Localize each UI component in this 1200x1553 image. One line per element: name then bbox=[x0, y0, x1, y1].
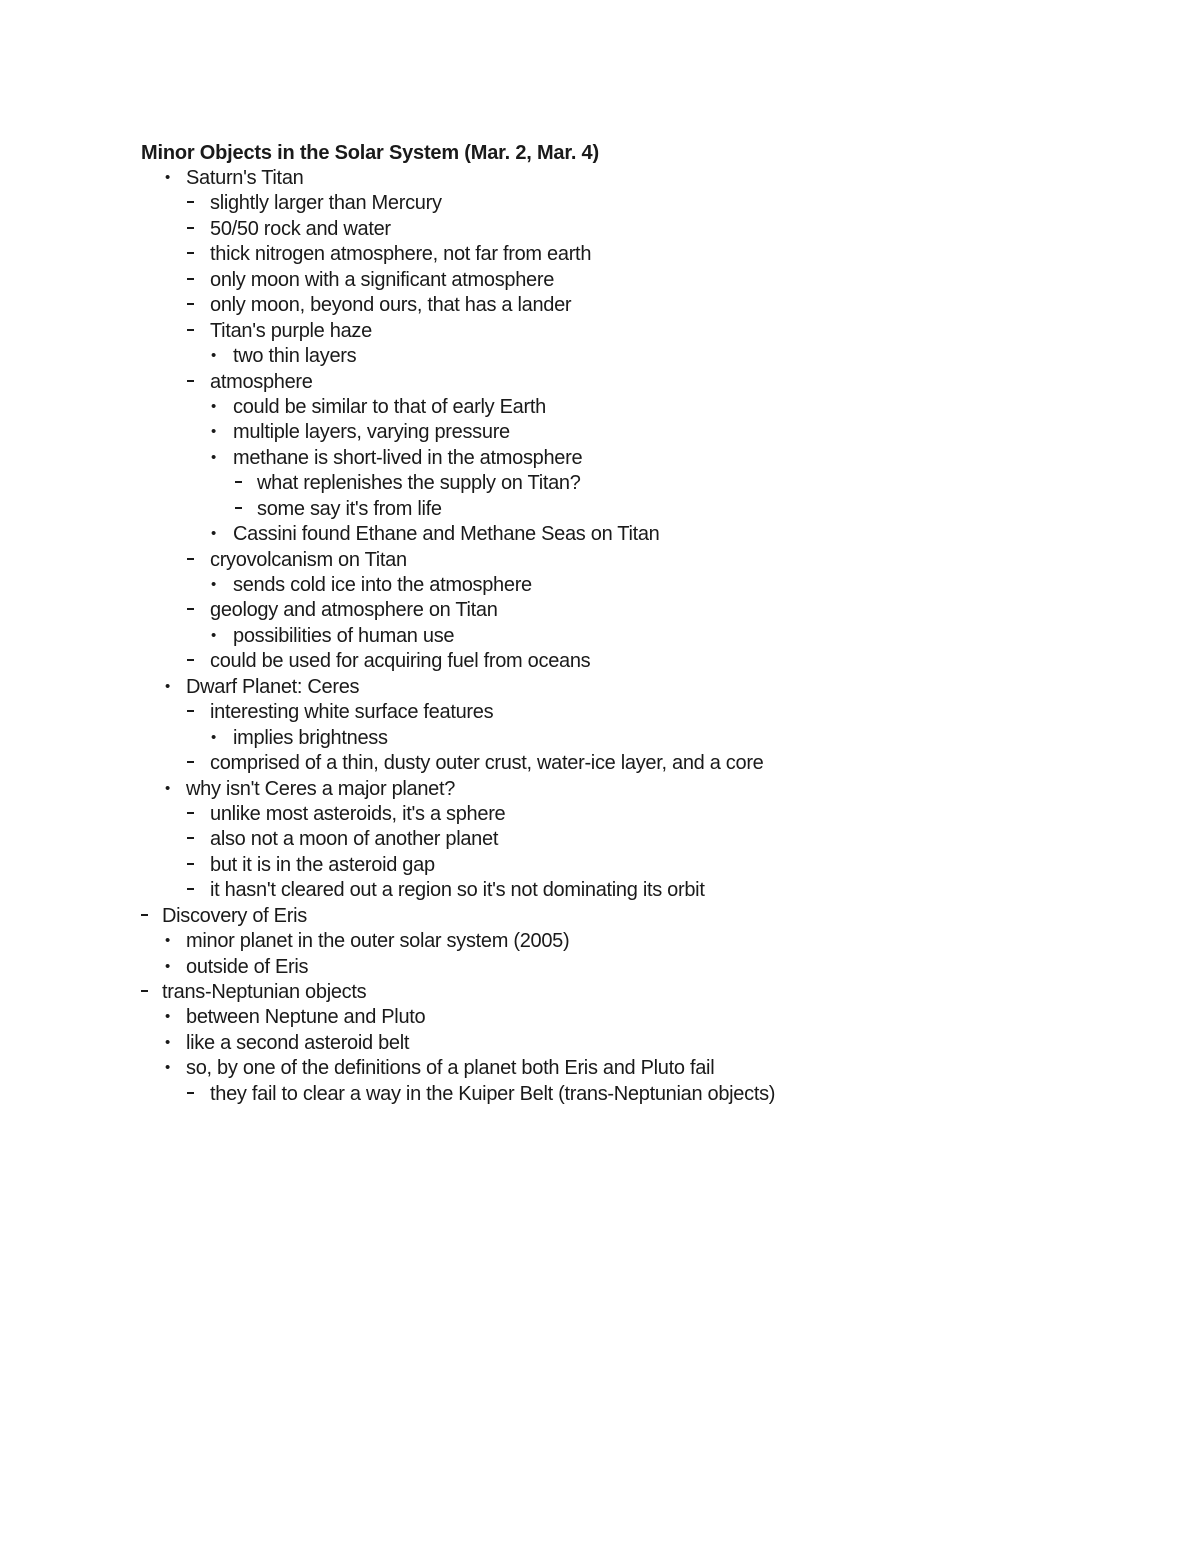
bullet-dash-icon bbox=[187, 802, 207, 827]
list-item-text: why isn't Ceres a major planet? bbox=[186, 777, 456, 800]
list-item bbox=[0, 1056, 1200, 1081]
list-item-text: minor planet in the outer solar system (2005) bbox=[186, 930, 570, 953]
bullet-dot-icon bbox=[165, 777, 185, 803]
bullet-dash-icon bbox=[235, 497, 255, 522]
list-item-text: but it is in the asteroid gap bbox=[210, 853, 435, 876]
list-item bbox=[0, 827, 1200, 852]
list-item-text: like a second asteroid belt bbox=[186, 1031, 410, 1054]
bullet-dot-icon bbox=[165, 1031, 185, 1057]
list-item-text: 50/50 rock and water bbox=[210, 217, 391, 240]
list-item-text: Cassini found Ethane and Methane Seas on Titan bbox=[233, 523, 660, 546]
list-item-text: comprised of a thin, dusty outer crust, water-ice layer, and a core bbox=[210, 752, 764, 775]
list-item bbox=[0, 471, 1200, 496]
list-item-text: two thin layers bbox=[233, 345, 357, 368]
bullet-dash-icon bbox=[141, 904, 161, 929]
list-item bbox=[0, 1005, 1200, 1030]
list-item bbox=[0, 853, 1200, 878]
list-item bbox=[0, 166, 1200, 191]
list-item bbox=[0, 395, 1200, 420]
list-item bbox=[0, 268, 1200, 293]
list-item bbox=[0, 420, 1200, 445]
list-item-text: could be similar to that of early Earth bbox=[233, 395, 546, 418]
list-item-text: unlike most asteroids, it's a sphere bbox=[210, 802, 506, 825]
bullet-dot-icon bbox=[211, 624, 231, 650]
list-item-text: it hasn't cleared out a region so it's not dominating its orbit bbox=[210, 879, 705, 902]
bullet-dot-icon bbox=[165, 1005, 185, 1031]
list-item-text: some say it's from life bbox=[257, 497, 442, 520]
bullet-dot-icon bbox=[211, 446, 231, 472]
list-item bbox=[0, 522, 1200, 547]
list-item-text: thick nitrogen atmosphere, not far from earth bbox=[210, 243, 592, 266]
list-item bbox=[0, 751, 1200, 776]
list-item-text: Discovery of Eris bbox=[162, 904, 307, 927]
bullet-dash-icon bbox=[187, 700, 207, 725]
bullet-dot-icon bbox=[165, 675, 185, 701]
list-item-text: slightly larger than Mercury bbox=[210, 192, 442, 215]
list-item bbox=[0, 573, 1200, 598]
list-item bbox=[0, 217, 1200, 242]
list-item bbox=[0, 598, 1200, 623]
list-item bbox=[0, 191, 1200, 216]
list-item-text: Saturn's Titan bbox=[186, 167, 304, 189]
list-item bbox=[0, 878, 1200, 903]
bullet-dash-icon bbox=[187, 268, 207, 293]
list-item bbox=[0, 344, 1200, 369]
list-item-text: possibilities of human use bbox=[233, 624, 455, 647]
bullet-dot-icon bbox=[165, 166, 185, 192]
document-title: Minor Objects in the Solar System (Mar. 2, Mar. 4) bbox=[141, 142, 599, 164]
list-item-text: multiple layers, varying pressure bbox=[233, 421, 510, 444]
list-item-text: trans-Neptunian objects bbox=[162, 981, 367, 1003]
bullet-dot-icon bbox=[165, 955, 185, 981]
list-item bbox=[0, 802, 1200, 827]
list-item bbox=[0, 726, 1200, 751]
bullet-dash-icon bbox=[187, 649, 207, 674]
list-item-text: Titan's purple haze bbox=[210, 319, 372, 342]
bullet-dot-icon bbox=[165, 1056, 185, 1082]
bullet-dot-icon bbox=[211, 522, 231, 548]
bullet-dot-icon bbox=[211, 395, 231, 421]
bullet-dot-icon bbox=[211, 726, 231, 752]
list-item-text: only moon, beyond ours, that has a lander bbox=[210, 294, 572, 317]
list-item bbox=[0, 293, 1200, 318]
list-item bbox=[0, 624, 1200, 649]
list-item-text: implies brightness bbox=[233, 726, 388, 749]
list-item bbox=[0, 319, 1200, 344]
list-item bbox=[0, 904, 1200, 929]
bullet-dash-icon bbox=[187, 293, 207, 318]
bullet-dash-icon bbox=[187, 1082, 207, 1107]
bullet-dash-icon bbox=[187, 370, 207, 395]
bullet-dot-icon bbox=[211, 344, 231, 370]
outline-list bbox=[0, 166, 1200, 1107]
list-item bbox=[0, 242, 1200, 267]
list-item bbox=[0, 1031, 1200, 1056]
list-item-text: outside of Eris bbox=[186, 955, 309, 978]
bullet-dash-icon bbox=[235, 471, 255, 496]
bullet-dash-icon bbox=[187, 598, 207, 623]
list-item-text: cryovolcanism on Titan bbox=[210, 548, 407, 571]
list-item bbox=[0, 955, 1200, 980]
bullet-dash-icon bbox=[187, 191, 207, 216]
list-item bbox=[0, 370, 1200, 395]
list-item-text: interesting white surface features bbox=[210, 701, 494, 724]
list-item-text: could be used for acquiring fuel from oceans bbox=[210, 650, 591, 673]
list-item-text: so, by one of the definitions of a planet both Eris and Pluto fail bbox=[186, 1057, 715, 1080]
list-item-text: between Neptune and Pluto bbox=[186, 1006, 426, 1029]
list-item bbox=[0, 446, 1200, 471]
bullet-dot-icon bbox=[165, 929, 185, 955]
bullet-dot-icon bbox=[211, 573, 231, 599]
list-item-text: methane is short-lived in the atmosphere bbox=[233, 446, 583, 469]
bullet-dash-icon bbox=[187, 853, 207, 878]
bullet-dash-icon bbox=[141, 980, 161, 1005]
bullet-dot-icon bbox=[211, 420, 231, 446]
bullet-dash-icon bbox=[187, 751, 207, 776]
list-item bbox=[0, 649, 1200, 674]
bullet-dash-icon bbox=[187, 548, 207, 573]
list-item-text: sends cold ice into the atmosphere bbox=[233, 574, 532, 596]
list-item-text: what replenishes the supply on Titan? bbox=[257, 472, 581, 495]
list-item bbox=[0, 777, 1200, 802]
list-item-text: only moon with a significant atmosphere bbox=[210, 268, 555, 291]
list-item bbox=[0, 1082, 1200, 1107]
list-item-text: also not a moon of another planet bbox=[210, 828, 499, 851]
list-item-text: geology and atmosphere on Titan bbox=[210, 599, 498, 622]
list-item bbox=[0, 700, 1200, 725]
list-item bbox=[0, 929, 1200, 954]
list-item-text: atmosphere bbox=[210, 370, 313, 393]
list-item bbox=[0, 548, 1200, 573]
bullet-dash-icon bbox=[187, 242, 207, 267]
list-item bbox=[0, 980, 1200, 1005]
bullet-dash-icon bbox=[187, 827, 207, 852]
list-item-text: they fail to clear a way in the Kuiper Belt (trans-Neptunian objects) bbox=[210, 1082, 776, 1105]
list-item bbox=[0, 497, 1200, 522]
list-item-text: Dwarf Planet: Ceres bbox=[186, 675, 360, 698]
list-item bbox=[0, 675, 1200, 700]
bullet-dash-icon bbox=[187, 878, 207, 903]
bullet-dash-icon bbox=[187, 217, 207, 242]
bullet-dash-icon bbox=[187, 319, 207, 344]
